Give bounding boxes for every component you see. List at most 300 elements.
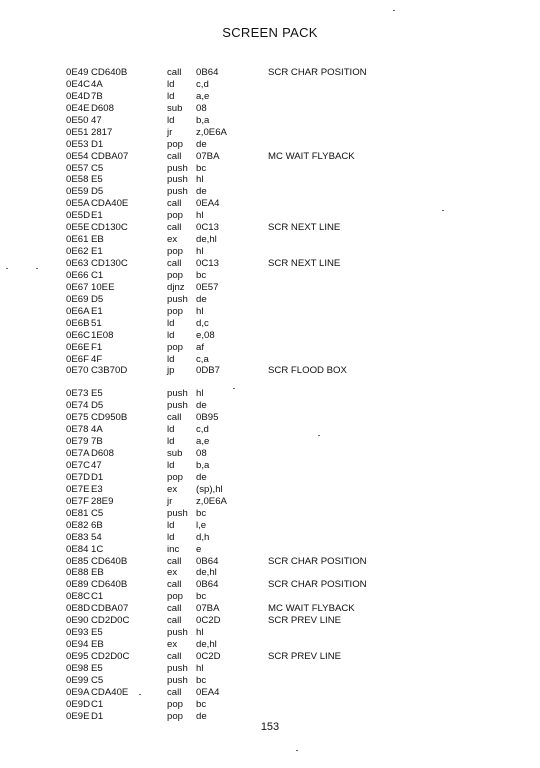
listing-row bbox=[66, 222, 506, 234]
operands-cell: hl bbox=[196, 662, 204, 674]
comment-cell bbox=[268, 210, 506, 222]
comment-cell bbox=[268, 318, 506, 330]
operands-cell: 08 bbox=[196, 102, 207, 114]
listing-row bbox=[66, 186, 506, 198]
address-cell: 0E84 bbox=[66, 543, 89, 555]
mnemonic-cell: call bbox=[167, 686, 182, 698]
page-number: 153 bbox=[260, 721, 280, 733]
listing-row bbox=[66, 198, 506, 210]
comment-cell bbox=[268, 484, 506, 496]
operands-cell: bc bbox=[196, 591, 207, 603]
operands-cell: b,a bbox=[196, 460, 210, 471]
comment-cell bbox=[268, 460, 506, 472]
address-cell: 0E5A bbox=[66, 198, 90, 210]
listing-row bbox=[66, 91, 506, 103]
opcode-bytes-cell: E1 bbox=[91, 305, 103, 317]
address-cell: 0E74 bbox=[66, 400, 89, 412]
mnemonic-cell: call bbox=[167, 412, 182, 424]
address-cell: 0E9E bbox=[66, 710, 90, 722]
comment-cell bbox=[268, 342, 506, 354]
comment-cell bbox=[268, 388, 506, 400]
opcode-bytes-cell: E3 bbox=[91, 483, 103, 495]
opcode-bytes-cell: E1 bbox=[91, 246, 103, 258]
mnemonic-cell: ld bbox=[167, 424, 175, 436]
opcode-bytes-cell: CDBA07 bbox=[91, 603, 129, 615]
opcode-bytes-cell: D5 bbox=[91, 293, 104, 305]
address-cell: 0E73 bbox=[66, 388, 89, 400]
listing-row bbox=[66, 675, 506, 687]
operands-cell: a,e bbox=[196, 90, 210, 102]
address-cell: 0E8C bbox=[66, 591, 90, 603]
comment-cell: MC WAIT FLYBACK bbox=[268, 603, 355, 615]
comment-cell bbox=[268, 270, 506, 282]
address-cell: 0E6E bbox=[66, 341, 90, 353]
mnemonic-cell: ld bbox=[167, 436, 175, 448]
listing-row bbox=[66, 472, 506, 484]
operands-cell: de bbox=[196, 710, 207, 722]
opcode-bytes-cell: C1 bbox=[91, 698, 104, 710]
address-cell: 0E7C bbox=[66, 460, 90, 471]
comment-cell: SCR CHAR POSITION bbox=[268, 555, 367, 567]
assembly-listing bbox=[66, 67, 506, 723]
mnemonic-cell: ld bbox=[167, 90, 175, 102]
opcode-bytes-cell: 4F bbox=[91, 353, 103, 365]
listing-row bbox=[66, 556, 506, 568]
comment-cell bbox=[268, 627, 506, 639]
mnemonic-cell: pop bbox=[167, 698, 184, 710]
address-cell: 0E59 bbox=[66, 186, 89, 198]
mnemonic-cell: ld bbox=[167, 460, 175, 471]
comment-cell bbox=[268, 699, 506, 711]
mnemonic-cell: pop bbox=[167, 305, 184, 317]
address-cell: 0E7A bbox=[66, 448, 90, 460]
mnemonic-cell: call bbox=[167, 579, 182, 591]
listing-row bbox=[66, 484, 506, 496]
listing-row bbox=[66, 651, 506, 663]
address-cell: 0E6A bbox=[66, 305, 90, 317]
address-cell: 0E88 bbox=[66, 567, 89, 579]
listing-row bbox=[66, 388, 506, 400]
address-cell: 0E93 bbox=[66, 627, 89, 639]
scan-speck bbox=[139, 694, 141, 695]
mnemonic-cell: pop bbox=[167, 269, 184, 281]
address-cell: 0E4E bbox=[66, 102, 90, 114]
opcode-bytes-cell: D1 bbox=[91, 471, 104, 483]
operands-cell: c,d bbox=[196, 424, 209, 436]
comment-cell bbox=[268, 294, 506, 306]
comment-cell bbox=[268, 127, 506, 139]
address-cell: 0E78 bbox=[66, 424, 89, 436]
address-cell: 0E57 bbox=[66, 162, 89, 174]
mnemonic-cell: push bbox=[167, 162, 188, 174]
opcode-bytes-cell: D1 bbox=[91, 710, 104, 722]
listing-row bbox=[66, 246, 506, 258]
opcode-bytes-cell: C1 bbox=[91, 591, 104, 603]
operands-cell: bc bbox=[196, 674, 207, 686]
operands-cell: 0B64 bbox=[196, 579, 219, 591]
operands-cell: (sp),hl bbox=[196, 483, 223, 495]
operands-cell: e,08 bbox=[196, 329, 215, 341]
listing-row bbox=[66, 210, 506, 222]
opcode-bytes-cell: 1E08 bbox=[91, 329, 114, 341]
operands-cell: 0E57 bbox=[196, 281, 219, 293]
comment-cell bbox=[268, 400, 506, 412]
comment-cell bbox=[268, 330, 506, 342]
listing-row bbox=[66, 354, 506, 366]
operands-cell: z,0E6A bbox=[196, 126, 227, 138]
address-cell: 0E54 bbox=[66, 150, 89, 162]
comment-cell bbox=[268, 234, 506, 246]
mnemonic-cell: inc bbox=[167, 543, 180, 555]
opcode-bytes-cell: D608 bbox=[91, 102, 114, 114]
address-cell: 0E99 bbox=[66, 674, 89, 686]
listing-row bbox=[66, 508, 506, 520]
address-cell: 0E58 bbox=[66, 174, 89, 186]
opcode-bytes-cell: EB bbox=[91, 567, 104, 579]
operands-cell: 0B64 bbox=[196, 67, 219, 78]
address-cell: 0E85 bbox=[66, 555, 89, 567]
comment-cell: SCR NEXT LINE bbox=[268, 222, 341, 234]
comment-cell bbox=[268, 544, 506, 556]
mnemonic-cell: pop bbox=[167, 710, 184, 722]
operands-cell: de,hl bbox=[196, 567, 217, 579]
comment-cell bbox=[268, 424, 506, 436]
listing-row bbox=[66, 579, 506, 591]
mnemonic-cell: push bbox=[167, 627, 188, 639]
comment-cell bbox=[268, 354, 506, 366]
scan-speck bbox=[318, 435, 320, 436]
listing-row bbox=[66, 151, 506, 163]
opcode-bytes-cell: CDA40E bbox=[91, 686, 129, 698]
opcode-bytes-cell: CDBA07 bbox=[91, 150, 129, 162]
listing-row bbox=[66, 627, 506, 639]
operands-cell: hl bbox=[196, 305, 204, 317]
address-cell: 0E82 bbox=[66, 519, 89, 531]
listing-row bbox=[66, 342, 506, 354]
address-cell: 0E7E bbox=[66, 483, 90, 495]
comment-cell bbox=[268, 412, 506, 424]
scan-speck bbox=[296, 750, 298, 751]
mnemonic-cell: sub bbox=[167, 102, 183, 114]
address-cell: 0E89 bbox=[66, 579, 89, 591]
listing-row bbox=[66, 460, 506, 472]
scan-speck bbox=[442, 210, 444, 211]
operands-cell: 0C2D bbox=[196, 651, 221, 662]
mnemonic-cell: jp bbox=[167, 365, 175, 377]
listing-row bbox=[66, 234, 506, 246]
address-cell: 0E6B bbox=[66, 317, 90, 329]
listing-row bbox=[66, 639, 506, 651]
operands-cell: 0C13 bbox=[196, 258, 219, 269]
opcode-bytes-cell: E5 bbox=[91, 627, 103, 639]
address-cell: 0E5E bbox=[66, 222, 90, 234]
page-title: SCREEN PACK bbox=[222, 25, 318, 40]
opcode-bytes-cell: C5 bbox=[91, 507, 104, 519]
comment-cell: MC WAIT FLYBACK bbox=[268, 150, 355, 162]
listing-row bbox=[66, 139, 506, 151]
opcode-bytes-cell: D1 bbox=[91, 138, 104, 150]
listing-row bbox=[66, 115, 506, 127]
mnemonic-cell: ld bbox=[167, 78, 175, 90]
opcode-bytes-cell: C1 bbox=[91, 269, 104, 281]
opcode-bytes-cell: 7B bbox=[91, 90, 103, 102]
operands-cell: 0EA4 bbox=[196, 686, 220, 698]
listing-row bbox=[66, 663, 506, 675]
listing-row bbox=[66, 687, 506, 699]
mnemonic-cell: push bbox=[167, 400, 188, 412]
comment-cell bbox=[268, 591, 506, 603]
scan-speck bbox=[36, 268, 38, 269]
comment-cell bbox=[268, 687, 506, 699]
comment-cell bbox=[268, 436, 506, 448]
listing-row bbox=[66, 174, 506, 186]
opcode-bytes-cell: 4A bbox=[91, 78, 103, 90]
comment-cell bbox=[268, 246, 506, 258]
address-cell: 0E98 bbox=[66, 662, 89, 674]
listing-row bbox=[66, 270, 506, 282]
opcode-bytes-cell: D608 bbox=[91, 448, 114, 460]
address-cell: 0E69 bbox=[66, 293, 89, 305]
operands-cell: de,hl bbox=[196, 234, 217, 246]
comment-cell bbox=[268, 174, 506, 186]
mnemonic-cell: call bbox=[167, 555, 182, 567]
mnemonic-cell: pop bbox=[167, 341, 184, 353]
listing-row bbox=[66, 400, 506, 412]
listing-row bbox=[66, 306, 506, 318]
operands-cell: c,d bbox=[196, 78, 209, 90]
operands-cell: l,e bbox=[196, 519, 207, 531]
mnemonic-cell: pop bbox=[167, 210, 184, 222]
opcode-bytes-cell: 51 bbox=[91, 317, 102, 329]
opcode-bytes-cell: CD130C bbox=[91, 222, 128, 234]
operands-cell: 08 bbox=[196, 448, 207, 460]
operands-cell: d,h bbox=[196, 531, 210, 543]
listing-row bbox=[66, 103, 506, 115]
operands-cell: hl bbox=[196, 246, 204, 258]
address-cell: 0E9D bbox=[66, 698, 90, 710]
address-cell: 0E90 bbox=[66, 615, 89, 627]
address-cell: 0E66 bbox=[66, 269, 89, 281]
mnemonic-cell: ld bbox=[167, 329, 175, 341]
listing-row bbox=[66, 544, 506, 556]
address-cell: 0E94 bbox=[66, 639, 89, 651]
opcode-bytes-cell: CD2D0C bbox=[91, 651, 130, 662]
address-cell: 0E79 bbox=[66, 436, 89, 448]
opcode-bytes-cell: C5 bbox=[91, 162, 104, 174]
opcode-bytes-cell: 54 bbox=[91, 531, 102, 543]
operands-cell: hl bbox=[196, 388, 204, 400]
mnemonic-cell: push bbox=[167, 186, 188, 198]
opcode-bytes-cell: E5 bbox=[91, 174, 103, 186]
mnemonic-cell: ld bbox=[167, 519, 175, 531]
listing-row bbox=[66, 318, 506, 330]
address-cell: 0E51 bbox=[66, 126, 89, 138]
listing-row bbox=[66, 448, 506, 460]
address-cell: 0E4D bbox=[66, 90, 90, 102]
opcode-bytes-cell: 47 bbox=[91, 460, 102, 471]
operands-cell: b,a bbox=[196, 114, 210, 126]
mnemonic-cell: ex bbox=[167, 483, 178, 495]
listing-row bbox=[66, 615, 506, 627]
mnemonic-cell: call bbox=[167, 258, 182, 269]
opcode-bytes-cell: 6B bbox=[91, 519, 103, 531]
operands-cell: bc bbox=[196, 507, 207, 519]
listing-row bbox=[66, 163, 506, 175]
listing-row bbox=[66, 567, 506, 579]
comment-cell bbox=[268, 139, 506, 151]
listing-row bbox=[66, 699, 506, 711]
mnemonic-cell: push bbox=[167, 507, 188, 519]
address-cell: 0E61 bbox=[66, 234, 89, 246]
address-cell: 0E50 bbox=[66, 114, 89, 126]
scan-speck bbox=[6, 268, 8, 269]
operands-cell: bc bbox=[196, 269, 207, 281]
operands-cell: 0EA4 bbox=[196, 198, 220, 210]
opcode-bytes-cell: 7B bbox=[91, 436, 103, 448]
operands-cell: e bbox=[196, 543, 202, 555]
operands-cell: 0B64 bbox=[196, 555, 219, 567]
opcode-bytes-cell: C3B70D bbox=[91, 365, 128, 377]
opcode-bytes-cell: E5 bbox=[91, 662, 103, 674]
operands-cell: bc bbox=[196, 162, 207, 174]
mnemonic-cell: call bbox=[167, 615, 182, 627]
comment-cell: SCR CHAR POSITION bbox=[268, 579, 367, 591]
comment-cell bbox=[268, 567, 506, 579]
operands-cell: c,a bbox=[196, 353, 209, 365]
operands-cell: hl bbox=[196, 627, 204, 639]
operands-cell: 0B95 bbox=[196, 412, 219, 424]
listing-row bbox=[66, 79, 506, 91]
operands-cell: af bbox=[196, 341, 205, 353]
mnemonic-cell: push bbox=[167, 388, 188, 400]
address-cell: 0E5D bbox=[66, 210, 90, 222]
operands-cell: 0DB7 bbox=[196, 365, 220, 377]
opcode-bytes-cell: CDA40E bbox=[91, 198, 129, 210]
address-cell: 0E70 bbox=[66, 365, 89, 377]
mnemonic-cell: ld bbox=[167, 531, 175, 543]
mnemonic-cell: jr bbox=[167, 126, 173, 138]
address-cell: 0E75 bbox=[66, 412, 89, 424]
scan-speck bbox=[233, 388, 235, 389]
operands-cell: de bbox=[196, 400, 207, 412]
comment-cell: SCR FLOOD BOX bbox=[268, 365, 347, 377]
address-cell: 0E53 bbox=[66, 138, 89, 150]
address-cell: 0E9A bbox=[66, 686, 90, 698]
operands-cell: de bbox=[196, 471, 207, 483]
address-cell: 0E6C bbox=[66, 329, 90, 341]
mnemonic-cell: push bbox=[167, 293, 188, 305]
address-cell: 0E95 bbox=[66, 651, 89, 662]
opcode-bytes-cell: E5 bbox=[91, 388, 103, 400]
comment-cell: SCR PREV LINE bbox=[268, 615, 342, 627]
listing-row bbox=[66, 520, 506, 532]
operands-cell: de bbox=[196, 293, 207, 305]
listing-row bbox=[66, 603, 506, 615]
comment-cell bbox=[268, 532, 506, 544]
mnemonic-cell: call bbox=[167, 222, 182, 234]
comment-cell: SCR NEXT LINE bbox=[268, 258, 341, 269]
mnemonic-cell: pop bbox=[167, 471, 184, 483]
mnemonic-cell: ld bbox=[167, 353, 175, 365]
listing-row bbox=[66, 365, 506, 377]
opcode-bytes-cell: CD950B bbox=[91, 412, 128, 424]
mnemonic-cell: call bbox=[167, 150, 182, 162]
mnemonic-cell: ex bbox=[167, 234, 178, 246]
opcode-bytes-cell: D5 bbox=[91, 186, 104, 198]
listing-row bbox=[66, 258, 506, 270]
mnemonic-cell: push bbox=[167, 174, 188, 186]
operands-cell: de bbox=[196, 186, 207, 198]
opcode-bytes-cell: 10EE bbox=[91, 281, 115, 293]
opcode-bytes-cell: CD2D0C bbox=[91, 615, 130, 627]
listing-block bbox=[66, 67, 506, 377]
operands-cell: d,c bbox=[196, 317, 209, 329]
listing-row bbox=[66, 127, 506, 139]
opcode-bytes-cell: D5 bbox=[91, 400, 104, 412]
opcode-bytes-cell: C5 bbox=[91, 674, 104, 686]
address-cell: 0E4C bbox=[66, 78, 90, 90]
address-cell: 0E83 bbox=[66, 531, 89, 543]
comment-cell bbox=[268, 675, 506, 687]
address-cell: 0E7D bbox=[66, 471, 90, 483]
comment-cell bbox=[268, 163, 506, 175]
operands-cell: de,hl bbox=[196, 639, 217, 651]
address-cell: 0E49 bbox=[66, 67, 89, 78]
comment-cell bbox=[268, 282, 506, 294]
listing-row bbox=[66, 294, 506, 306]
operands-cell: z,0E6A bbox=[196, 495, 227, 507]
mnemonic-cell: push bbox=[167, 662, 188, 674]
mnemonic-cell: call bbox=[167, 67, 182, 78]
comment-cell: SCR CHAR POSITION bbox=[268, 67, 367, 78]
operands-cell: hl bbox=[196, 210, 204, 222]
mnemonic-cell: pop bbox=[167, 591, 184, 603]
comment-cell bbox=[268, 115, 506, 127]
listing-block bbox=[66, 388, 506, 722]
opcode-bytes-cell: 28E9 bbox=[91, 495, 114, 507]
address-cell: 0E67 bbox=[66, 281, 89, 293]
mnemonic-cell: ld bbox=[167, 317, 175, 329]
operands-cell: 0C2D bbox=[196, 615, 221, 627]
comment-cell bbox=[268, 198, 506, 210]
mnemonic-cell: call bbox=[167, 198, 182, 210]
comment-cell bbox=[268, 472, 506, 484]
address-cell: 0E63 bbox=[66, 258, 89, 269]
comment-cell bbox=[268, 508, 506, 520]
listing-row bbox=[66, 532, 506, 544]
comment-cell bbox=[268, 186, 506, 198]
comment-cell bbox=[268, 79, 506, 91]
comment-cell bbox=[268, 496, 506, 508]
comment-cell bbox=[268, 520, 506, 532]
mnemonic-cell: call bbox=[167, 603, 182, 615]
comment-cell bbox=[268, 306, 506, 318]
opcode-bytes-cell: CD640B bbox=[91, 579, 128, 591]
comment-cell: SCR PREV LINE bbox=[268, 651, 342, 662]
listing-row bbox=[66, 282, 506, 294]
listing-row bbox=[66, 424, 506, 436]
comment-cell bbox=[268, 91, 506, 103]
mnemonic-cell: pop bbox=[167, 246, 184, 258]
comment-cell bbox=[268, 448, 506, 460]
mnemonic-cell: push bbox=[167, 674, 188, 686]
mnemonic-cell: ld bbox=[167, 114, 175, 126]
opcode-bytes-cell: 47 bbox=[91, 114, 102, 126]
mnemonic-cell: call bbox=[167, 651, 182, 662]
opcode-bytes-cell: EB bbox=[91, 234, 104, 246]
opcode-bytes-cell: CD640B bbox=[91, 67, 128, 78]
mnemonic-cell: jr bbox=[167, 495, 173, 507]
